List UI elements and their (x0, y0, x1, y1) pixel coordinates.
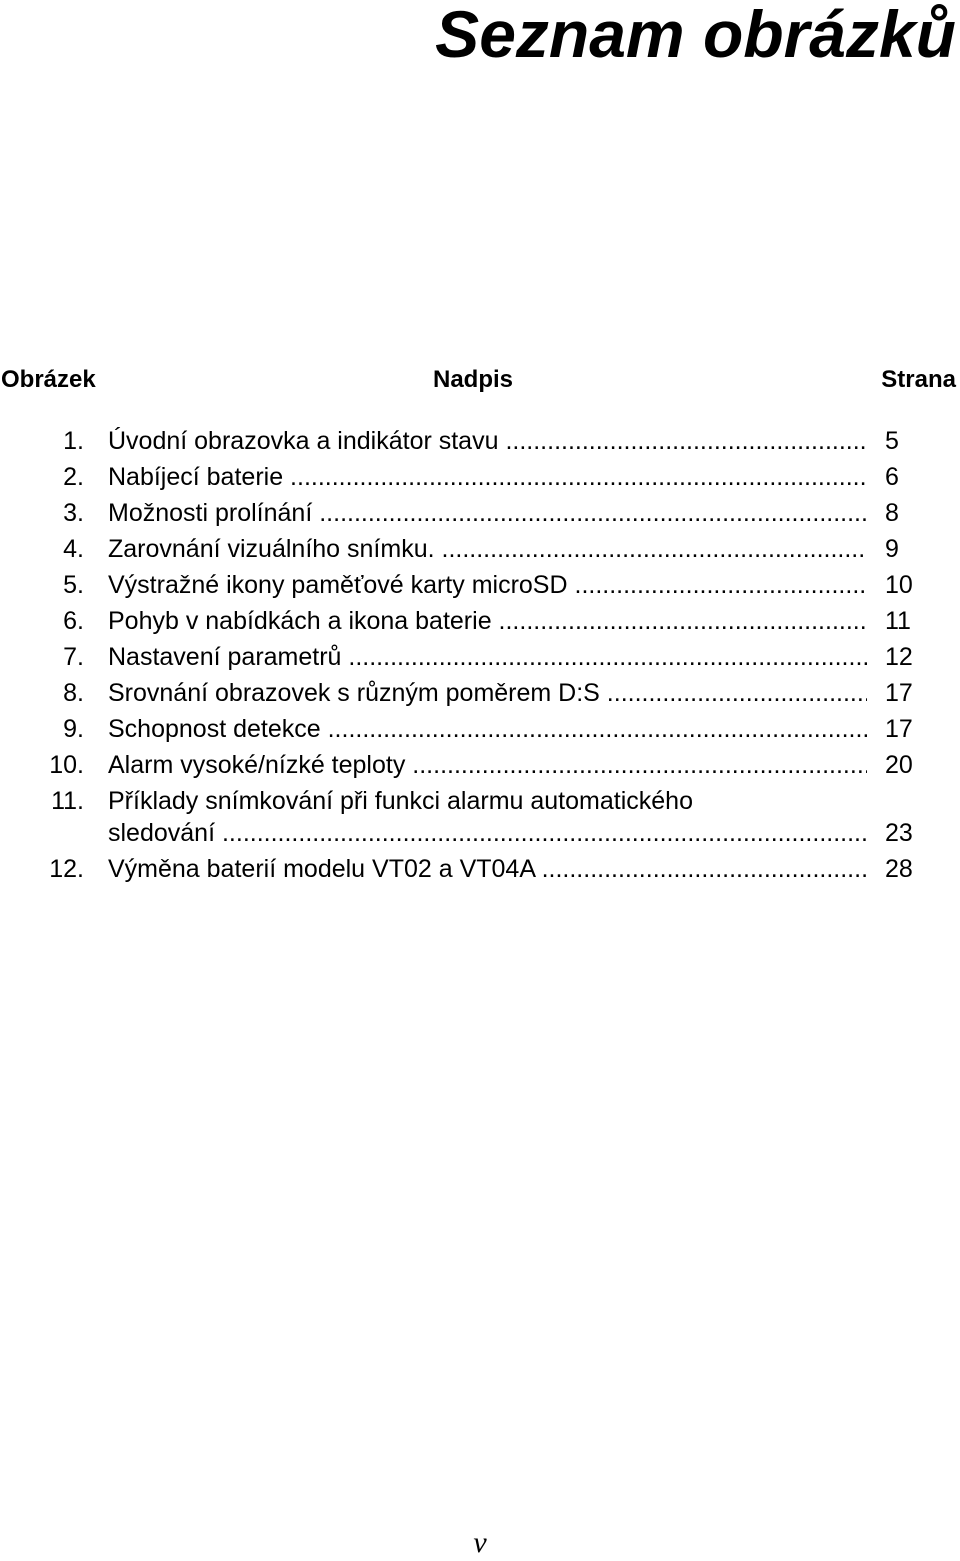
toc-entry[interactable] (0, 678, 960, 708)
entry-page: 20 (885, 751, 913, 779)
toc-entry[interactable] (0, 426, 960, 456)
entry-number: 7. (63, 643, 84, 671)
toc-entry[interactable] (0, 570, 960, 600)
entry-title: Nastavení parametrů ..... (108, 642, 867, 672)
toc-entry[interactable] (0, 750, 960, 780)
entry-page: 11 (885, 607, 911, 635)
toc-entry[interactable] (0, 606, 960, 636)
page-number: v (473, 1526, 487, 1559)
entry-page: 8 (885, 499, 899, 527)
entry-title: Schopnost detekce ..... (108, 714, 867, 744)
toc-entry[interactable] (0, 786, 960, 816)
toc-entry[interactable] (0, 462, 960, 492)
entry-number: 5. (63, 571, 84, 599)
entry-number: 12. (49, 855, 84, 883)
entry-title: Pohyb v nabídkách a ikona baterie ..... (108, 606, 867, 636)
column-header-image: Obrázek (1, 366, 96, 393)
entry-title: Možnosti prolínání ..... (108, 498, 867, 528)
entry-number: 10. (49, 751, 84, 779)
toc-entry-continuation[interactable] (0, 818, 960, 848)
entry-title: Úvodní obrazovka a indikátor stavu ..... (108, 426, 867, 456)
entry-page: 23 (885, 819, 913, 847)
toc-entry[interactable] (0, 854, 960, 884)
entry-page: 5 (885, 427, 899, 455)
entry-page: 17 (885, 715, 913, 743)
entry-number: 1. (63, 427, 84, 455)
entry-title: Alarm vysoké/nízké teploty ..... (108, 750, 867, 780)
toc-entry[interactable] (0, 642, 960, 672)
entry-page: 10 (885, 571, 913, 599)
entry-title: Výměna baterií modelu VT02 a VT04A ..... (108, 854, 867, 884)
entry-page: 9 (885, 535, 899, 563)
entry-page: 6 (885, 463, 899, 491)
entry-title: Zarovnání vizuálního snímku. ..... (108, 534, 867, 564)
toc-entry[interactable] (0, 714, 960, 744)
entry-page: 12 (885, 643, 913, 671)
entry-title: Výstražné ikony paměťové karty microSD ..... (108, 570, 867, 600)
entry-page: 28 (885, 855, 913, 883)
entry-page: 17 (885, 679, 913, 707)
entry-title: Nabíjecí baterie ..... (108, 462, 867, 492)
page-title: Seznam obrázků (435, 0, 956, 71)
entry-number: 6. (63, 607, 84, 635)
entry-number: 9. (63, 715, 84, 743)
entry-number: 3. (63, 499, 84, 527)
entry-number: 11. (51, 787, 84, 815)
toc-entry[interactable] (0, 498, 960, 528)
column-header-page: Strana (881, 366, 956, 393)
toc-entry[interactable] (0, 534, 960, 564)
entry-title-continuation: sledování ..... (108, 818, 867, 848)
entry-number: 4. (63, 535, 84, 563)
entry-title: Příklady snímkování při funkci alarmu automatického (108, 787, 693, 815)
entry-number: 2. (63, 463, 84, 491)
entry-title: Srovnání obrazovek s různým poměrem D:S ..... (108, 678, 867, 708)
column-header-heading: Nadpis (433, 366, 514, 393)
entry-number: 8. (63, 679, 84, 707)
